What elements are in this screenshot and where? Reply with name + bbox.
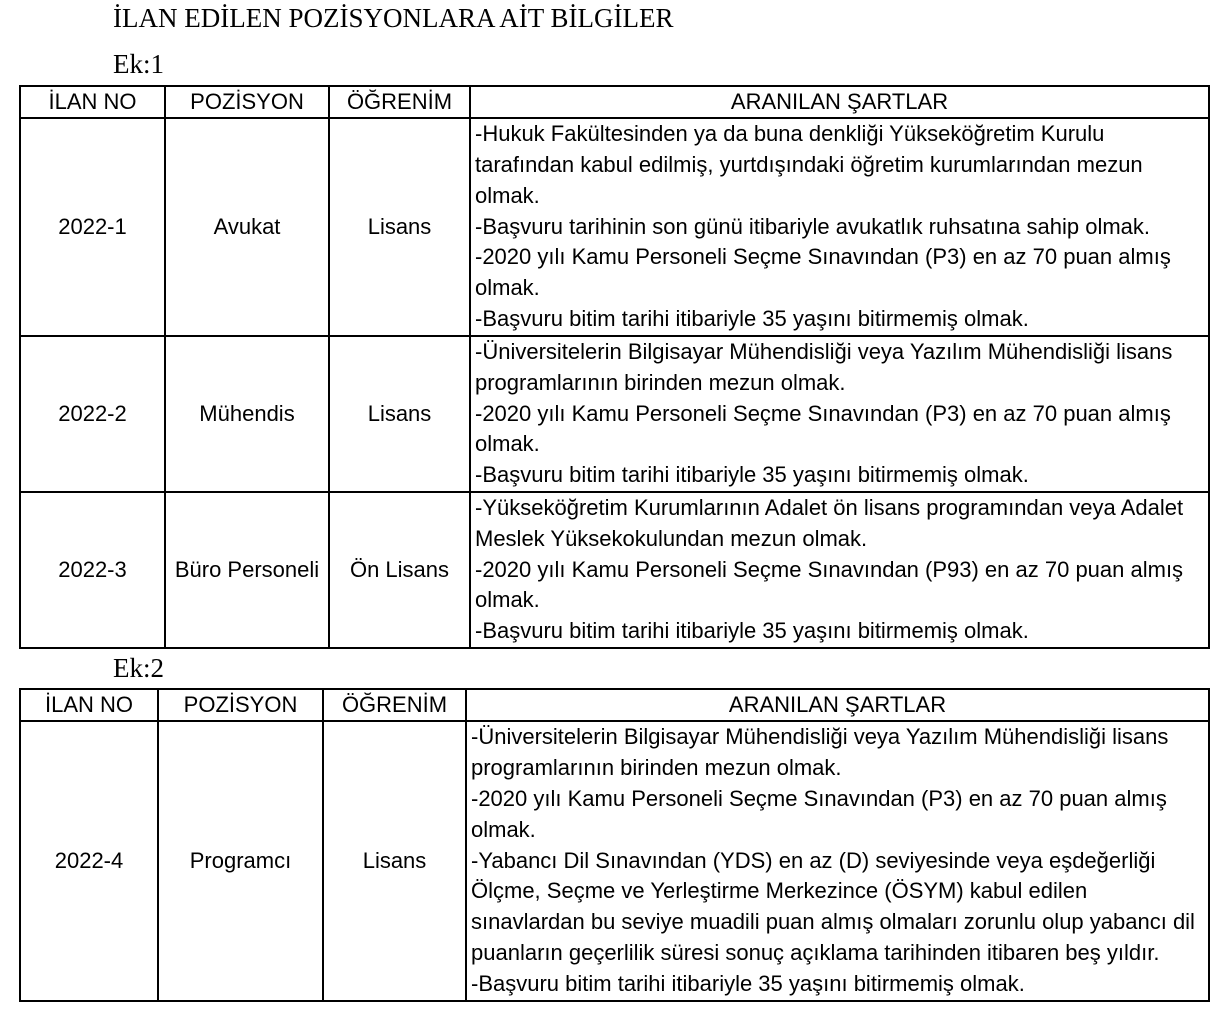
requirement-item: -2020 yılı Kamu Personeli Seçme Sınavından (P93) en az 70 puan almış olmak. — [475, 556, 1184, 613]
cell-aranilan-sartlar — [466, 721, 1209, 1001]
table-header-row — [20, 689, 1209, 721]
cell-pozisyon: Mühendis — [165, 336, 329, 492]
cell-ogrenim: Lisans — [329, 118, 470, 336]
header-aranilan-sartlar: ARANILAN ŞARTLAR — [466, 689, 1209, 721]
requirement-item: -2020 yılı Kamu Personeli Seçme Sınavından (P3) en az 70 puan almış olmak. — [475, 244, 1171, 301]
cell-ogrenim: Lisans — [323, 721, 466, 1001]
header-aranilan-sartlar: ARANILAN ŞARTLAR — [470, 86, 1209, 118]
requirement-item: -2020 yılı Kamu Personeli Seçme Sınavından (P3) en az 70 puan almış olmak. — [475, 400, 1171, 457]
cell-ilan-no: 2022-3 — [20, 492, 165, 648]
header-ilan-no: İLAN NO — [20, 86, 165, 118]
cell-pozisyon: Büro Personeli — [165, 492, 329, 648]
header-ilan-no: İLAN NO — [20, 689, 158, 721]
positions-table-ek1 — [19, 85, 1210, 649]
table-row — [20, 118, 1209, 336]
header-ogrenim: ÖĞRENİM — [329, 86, 470, 118]
cell-ilan-no: 2022-4 — [20, 721, 158, 1001]
cell-pozisyon: Programcı — [158, 721, 323, 1001]
requirement-item: -Başvuru tarihinin son günü itibariyle avukatlık ruhsatına sahip olmak. — [475, 213, 1151, 239]
requirement-item: -Başvuru bitim tarihi itibariyle 35 yaşını bitirmemiş olmak. — [475, 618, 1029, 644]
requirement-item: -Başvuru bitim tarihi itibariyle 35 yaşını bitirmemiş olmak. — [475, 305, 1029, 331]
section-label-ek1: Ek:1 — [113, 49, 164, 79]
cell-ilan-no: 2022-1 — [20, 118, 165, 336]
cell-aranilan-sartlar — [470, 118, 1209, 336]
positions-table-ek2 — [19, 688, 1210, 1002]
cell-pozisyon: Avukat — [165, 118, 329, 336]
cell-ilan-no: 2022-2 — [20, 336, 165, 492]
section-label-ek2: Ek:2 — [113, 653, 164, 683]
requirement-item: -Yükseköğretim Kurumlarının Adalet ön lisans programından veya Adalet Meslek Yüksekokulundan mezun olmak. — [475, 494, 1184, 551]
requirement-item: -Yabancı Dil Sınavından (YDS) en az (D) seviyesinde veya eşdeğerliği Ölçme, Seçme ve Yerleştirme Merkezince (ÖSYM) kabul edilen sınavlardan bu seviye muadili puan almış olmaları zorunlu olup yabancı dil puanların geçerlilik süresi sonuç açıklama tarihinden itibaren beş yıldır. — [471, 847, 1195, 965]
table-row — [20, 336, 1209, 492]
table-row — [20, 721, 1209, 1001]
document-title: İLAN EDİLEN POZİSYONLARA AİT BİLGİLER — [113, 3, 674, 33]
header-pozisyon: POZİSYON — [165, 86, 329, 118]
table-header-row — [20, 86, 1209, 118]
cell-aranilan-sartlar — [470, 492, 1209, 648]
table-row — [20, 492, 1209, 648]
requirement-item: -Başvuru bitim tarihi itibariyle 35 yaşını bitirmemiş olmak. — [471, 970, 1025, 996]
cell-ogrenim: Ön Lisans — [329, 492, 470, 648]
header-pozisyon: POZİSYON — [158, 689, 323, 721]
requirement-item: -Üniversitelerin Bilgisayar Mühendisliği veya Yazılım Mühendisliği lisans programlarının birinden mezun olmak. — [471, 724, 1169, 781]
requirement-item: -Başvuru bitim tarihi itibariyle 35 yaşını bitirmemiş olmak. — [475, 462, 1029, 488]
cell-aranilan-sartlar — [470, 336, 1209, 492]
header-ogrenim: ÖĞRENİM — [323, 689, 466, 721]
requirement-item: -Üniversitelerin Bilgisayar Mühendisliği veya Yazılım Mühendisliği lisans programlarının birinden mezun olmak. — [475, 339, 1173, 395]
requirement-item: -Hukuk Fakültesinden ya da buna denkliği Yükseköğretim Kurulu tarafından kabul edilmiş, yurtdışındaki öğretim kurumlarından mezun olmak. — [475, 121, 1143, 208]
cell-ogrenim: Lisans — [329, 336, 470, 492]
requirement-item: -2020 yılı Kamu Personeli Seçme Sınavından (P3) en az 70 puan almış olmak. — [471, 786, 1167, 842]
